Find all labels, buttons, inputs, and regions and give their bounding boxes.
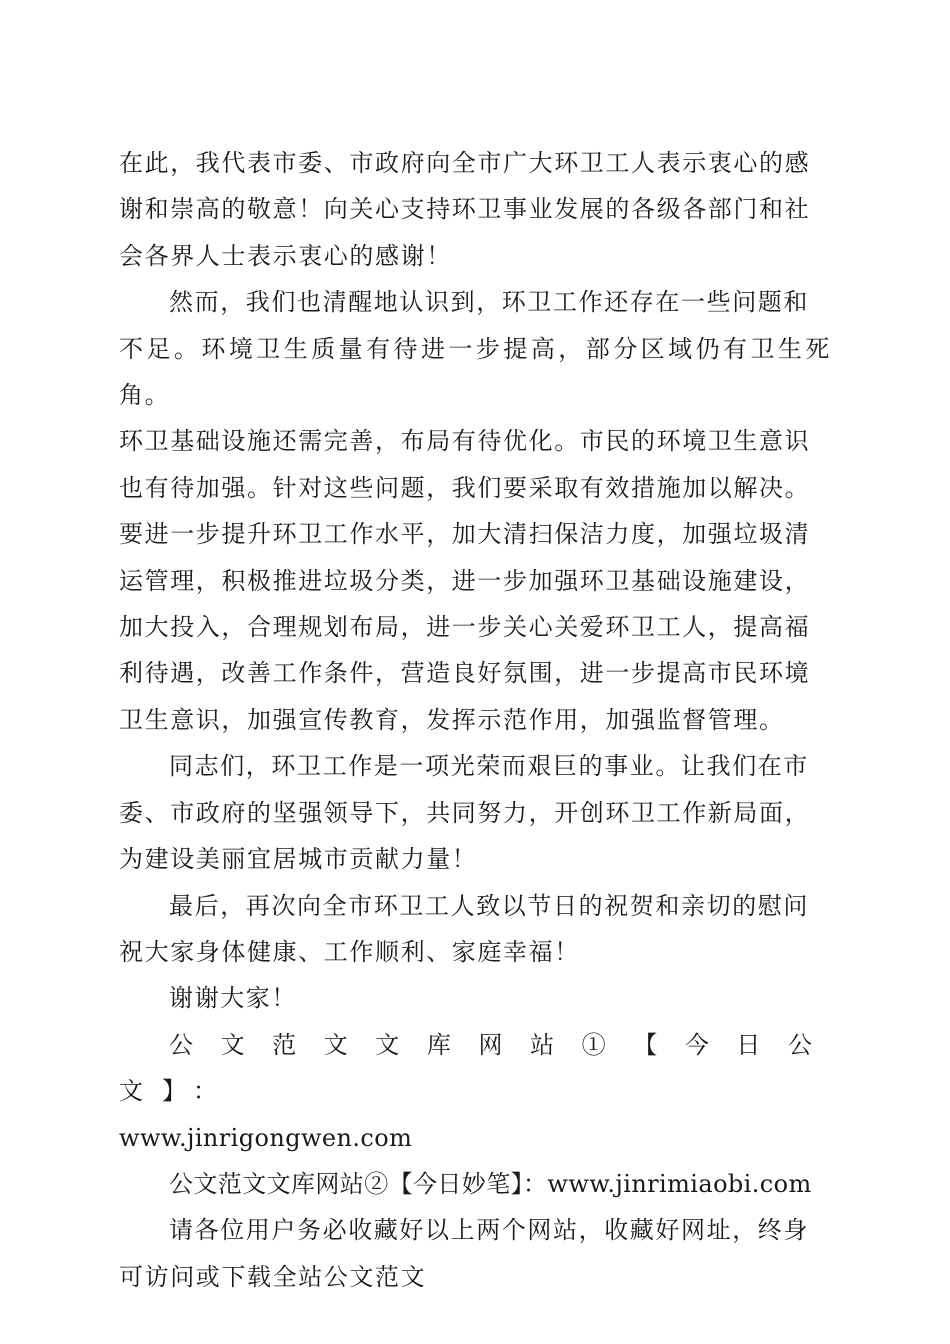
text-line: 谢和崇高的敬意！向关心支持环卫事业发展的各级各部门和社 xyxy=(119,195,811,224)
text-line: 请各位用户务必收藏好以上两个网站，收藏好网址，终身 xyxy=(169,1216,809,1245)
text-line: 委、市政府的坚强领导下，共同努力，开创环卫工作新局面， xyxy=(119,798,811,827)
website-two-text[interactable]: 公文范文文库网站②【今日妙笔】：www.jinrimiaobi.com xyxy=(169,1169,812,1198)
text-line: 可访问或下载全站公文范文 xyxy=(119,1262,427,1291)
paragraph-thank-you xyxy=(119,975,831,1021)
text-line: 不足。环境卫生质量有待进一步提高，部分区域仍有卫生死角。 xyxy=(119,334,831,410)
text-line: 加大投入，合理规划布局，进一步关心关爱环卫工人，提高福 xyxy=(119,613,811,642)
text-line: 利待遇，改善工作条件，营造良好氛围，进一步提高市民环境 xyxy=(119,659,811,688)
text-line: 祝大家身体健康、工作顺利、家庭幸福！ xyxy=(119,937,580,966)
text-line: 最后，再次向全市环卫工人致以节日的祝贺和亲切的慰问 xyxy=(169,891,809,920)
website-one-label: 公文范文文库网站①【今日公文】： xyxy=(119,1030,831,1106)
website-two xyxy=(119,1161,831,1207)
website-one-url[interactable]: www.jinrigongwen.com xyxy=(119,1123,413,1152)
text-line: 环卫基础设施还需完善，布局有待优化。市民的环境卫生意识 xyxy=(119,427,811,456)
paragraph-call-to-action xyxy=(119,743,831,882)
text-line: 为建设美丽宜居城市贡献力量！ xyxy=(119,845,478,874)
text-line: 同志们，环卫工作是一项光荣而艰巨的事业。让我们在市 xyxy=(169,752,809,781)
text-line: 卫生意识，加强宣传教育，发挥示范作用，加强监督管理。 xyxy=(119,705,785,734)
text-line: 会各界人士表示衷心的感谢！ xyxy=(119,241,452,270)
text-line: 谢谢大家！ xyxy=(169,984,297,1013)
text-line: 也有待加强。针对这些问题，我们要采取有效措施加以解决。 xyxy=(119,473,811,502)
paragraph-problems xyxy=(119,279,831,743)
text-line: 要进一步提升环卫工作水平，加大清扫保洁力度，加强垃圾清 xyxy=(119,520,811,549)
website-one xyxy=(119,1022,831,1161)
text-line: 然而，我们也清醒地认识到，环卫工作还存在一些问题和 xyxy=(169,288,809,317)
text-line: 运管理，积极推进垃圾分类，进一步加强环卫基础设施建设， xyxy=(119,566,811,595)
paragraph-thanks xyxy=(119,140,831,279)
text-line: 在此，我代表市委、市政府向全市广大环卫工人表示衷心的感 xyxy=(119,149,811,177)
document-body xyxy=(119,140,831,1300)
bookmark-notice xyxy=(119,1207,831,1300)
paragraph-closing-wishes xyxy=(119,883,831,976)
